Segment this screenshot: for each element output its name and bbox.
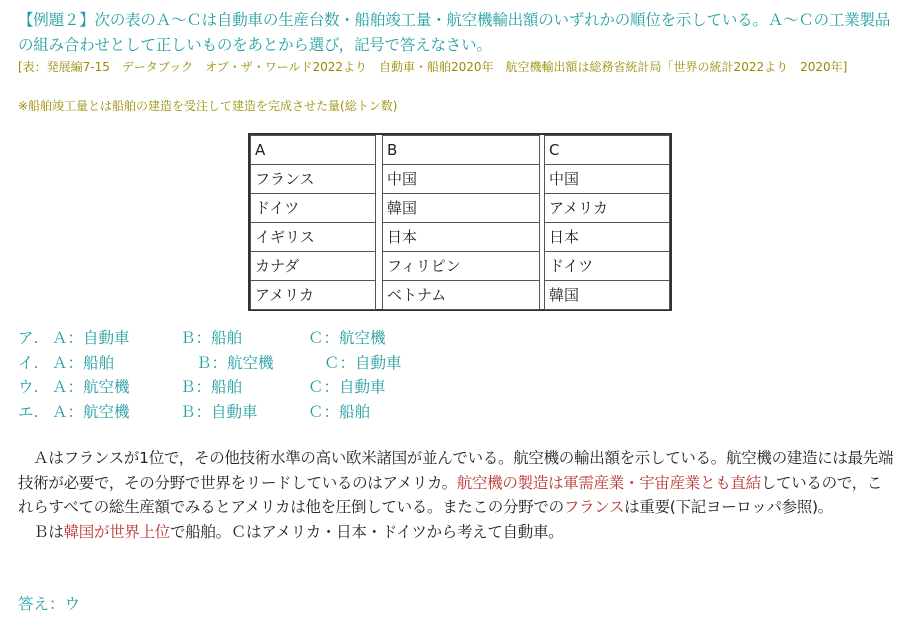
ranking-table	[248, 133, 672, 311]
footnote: ※船舶竣工量とは船舶の建造を受注して建造を完成させた量(総トン数)	[18, 99, 398, 113]
explanation-text: で船舶。Ｃはアメリカ・日本・ドイツから考えて自動車。	[170, 522, 564, 541]
explanation-text: しているので，これらすべての総生産額でみるとアメリカは他を圧倒している。またこの分野での	[18, 473, 883, 516]
option-mark: ア.	[18, 329, 39, 347]
explanation-paragraph-1	[18, 446, 896, 520]
table-cell: 韓国	[383, 194, 540, 223]
question-label: 【例題２】	[18, 11, 95, 29]
option-b-value: Ｂ：自動車	[180, 402, 258, 421]
explanation-paragraph-2	[18, 520, 896, 545]
table-cell: アメリカ	[251, 281, 376, 310]
option-c-value: Ｃ：航空機	[308, 329, 386, 347]
column-c-table	[544, 135, 670, 310]
table-cell: アメリカ	[545, 194, 670, 223]
option-b-value: Ｂ：船舶	[180, 329, 243, 347]
table-cell: 韓国	[545, 281, 670, 310]
highlight-text: フランス	[563, 498, 625, 516]
table-cell: 中国	[383, 165, 540, 194]
table-cell: ドイツ	[545, 252, 670, 281]
explanation-text: は重要(下記ヨーロッパ参照)。	[624, 498, 833, 516]
option-mark: エ.	[18, 402, 39, 421]
source-citation: [表：発展編7-15 データブック オブ・ザ・ワールド2022より 自動車・船舶2020年 航空機輸出額は総務省統計局「世界の統計2022より 2020年]	[18, 60, 848, 74]
question-text: 次の表のＡ～Ｃは自動車の生産台数・船舶竣工量・航空機輸出額のいずれかの順位を示している。Ａ～Ｃの工業製品の組み合わせとして正しいものをあとから選び，記号で答えなさい。	[18, 11, 891, 54]
table-cell: 日本	[383, 223, 540, 252]
option-c-value: Ｃ：自動車	[324, 353, 402, 372]
table-cell: フランス	[251, 165, 376, 194]
table-cell: イギリス	[251, 223, 376, 252]
explanation-text: Ａはフランスが1位で，その他技術水準の高い欧米諸国が並んでいる。航空機の輸出額を示している。航空機の建造には最先端技術が必要で，その分野で世界をリードしているのはアメリカ。	[18, 449, 894, 492]
table-header-c: C	[545, 136, 670, 165]
option-b-value: Ｂ：船舶	[180, 378, 243, 396]
option-mark: イ.	[18, 353, 39, 372]
highlight-text: 航空機の製造は軍需産業・宇宙産業とも直結	[456, 473, 761, 492]
option-a-value: Ａ：自動車	[52, 329, 130, 347]
explanation-text: Ｂは	[18, 522, 64, 541]
table-cell: 日本	[545, 223, 670, 252]
question-block	[18, 8, 898, 58]
option-mark: ウ.	[18, 378, 39, 396]
option-a-value: Ａ：船舶	[52, 353, 115, 372]
column-b-table	[382, 135, 540, 310]
table-cell: カナダ	[251, 252, 376, 281]
highlight-text: 韓国が世界上位	[63, 522, 171, 541]
option-b-value: Ｂ：航空機	[196, 353, 274, 372]
table-cell: ベトナム	[383, 281, 540, 310]
answer-line: 答え：ウ	[18, 595, 81, 613]
table-header-a: A	[251, 136, 376, 165]
option-a-value: Ａ：航空機	[52, 402, 130, 421]
table-cell: フィリピン	[383, 252, 540, 281]
table-cell: ドイツ	[251, 194, 376, 223]
table-cell: 中国	[545, 165, 670, 194]
option-c-value: Ｃ：船舶	[308, 402, 371, 421]
table-header-b: B	[383, 136, 540, 165]
explanation	[18, 446, 896, 544]
option-a-value: Ａ：航空機	[52, 378, 130, 396]
option-c-value: Ｃ：自動車	[308, 378, 386, 396]
column-a-table	[250, 135, 376, 310]
